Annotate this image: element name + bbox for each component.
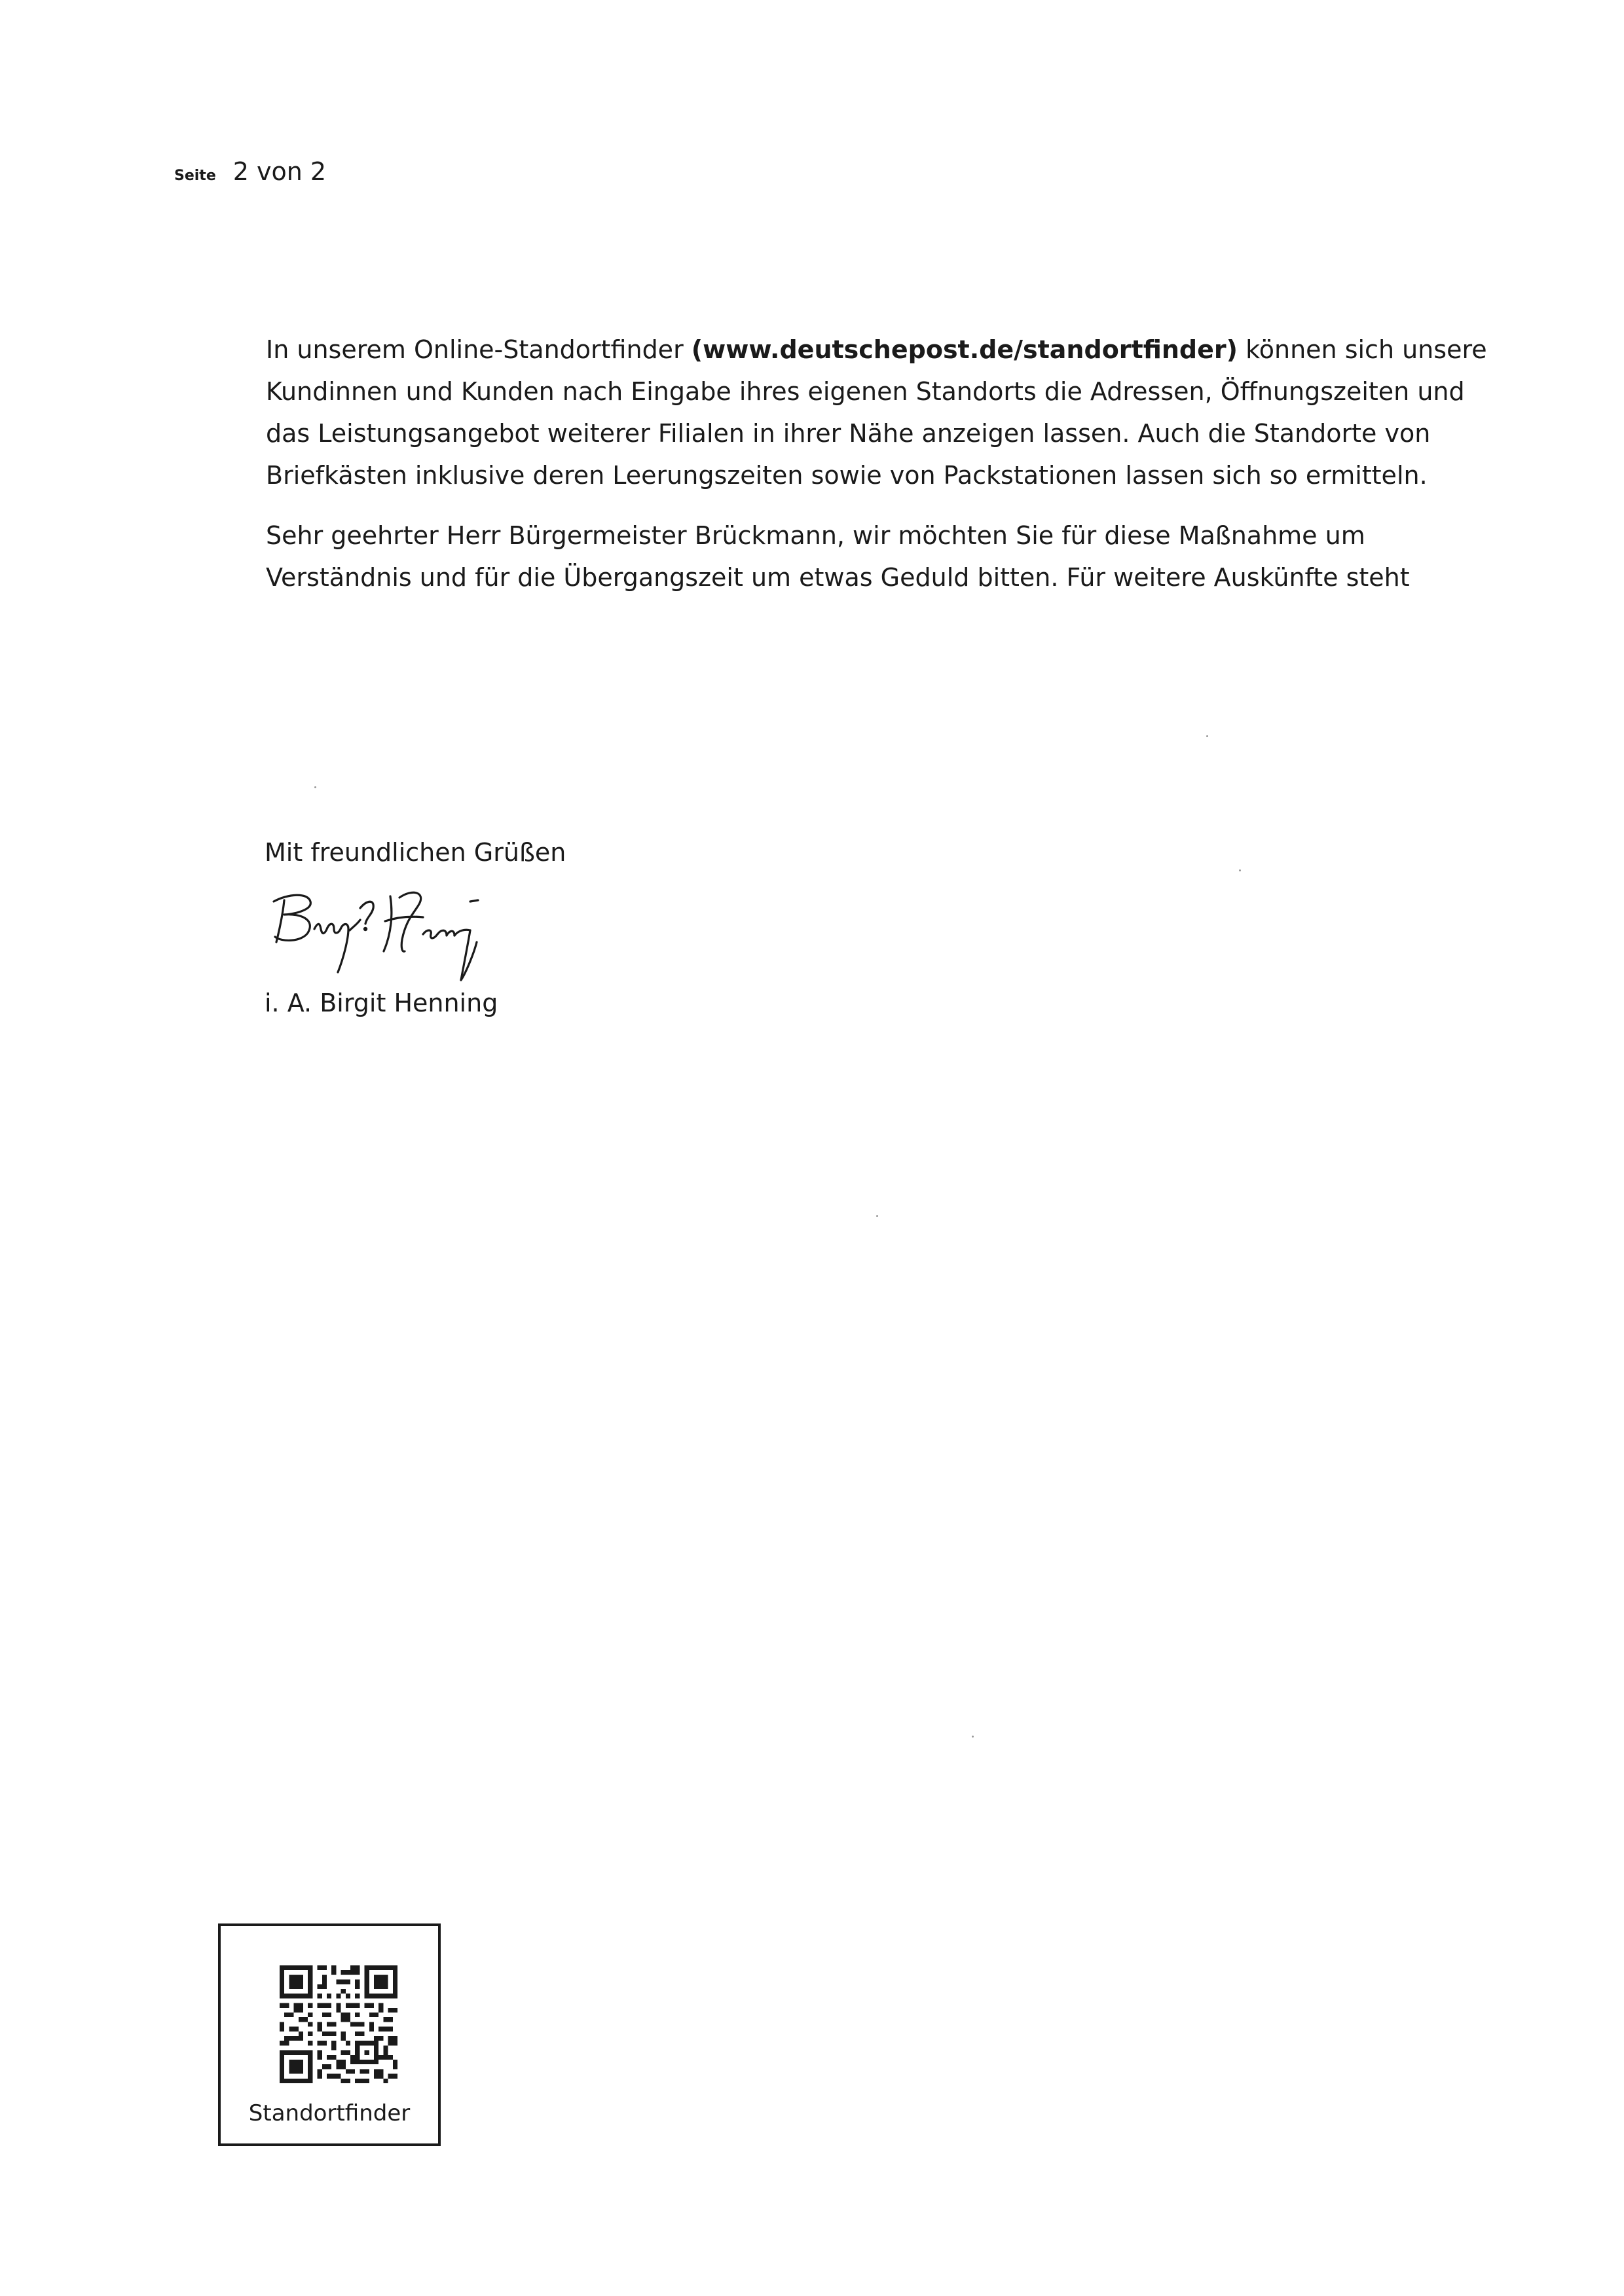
handwritten-signature bbox=[262, 874, 504, 992]
letter-body bbox=[266, 329, 1497, 598]
paragraph-text: In unserem Online-Standortfinder bbox=[266, 335, 692, 364]
qr-caption: Standortfinder bbox=[248, 2100, 411, 2126]
closing-greeting: Mit freundlichen Grüßen bbox=[265, 838, 566, 867]
page-number-label: Seite bbox=[174, 168, 216, 184]
scan-speck bbox=[314, 786, 316, 788]
paragraph-standortfinder bbox=[266, 329, 1497, 496]
page-number-value: 2 von 2 bbox=[232, 157, 327, 186]
scan-speck bbox=[972, 1736, 974, 1738]
paragraph-text: können sich unsere Kundinnen und Kunden nach Eingabe ihres eigenen Standorts die Adressen, Öffnungszeiten und das Leistungsangebot weiterer Filialen in ihrer Nähe anzeigen lassen. Auch die Standorte von Briefkästen inklusive deren Leerungszeiten sowie von Packstationen lassen sich so ermitteln. bbox=[266, 335, 1487, 490]
qr-code-icon bbox=[280, 1965, 397, 2083]
standortfinder-url: (www.deutschepost.de/standortfinder) bbox=[691, 335, 1238, 364]
scan-speck bbox=[876, 1215, 878, 1217]
signer-name: i. A. Birgit Henning bbox=[265, 989, 498, 1017]
paragraph-request: Sehr geehrter Herr Bürgermeister Brückmann, wir möchten Sie für diese Maßnahme um Verständnis und für die Übergangszeit um etwas Geduld bitten. Für weitere Auskünfte steht bbox=[266, 521, 1410, 592]
scan-speck bbox=[1239, 869, 1241, 871]
page-number bbox=[174, 157, 326, 196]
qr-code-box bbox=[218, 1923, 441, 2146]
scan-speck bbox=[1206, 735, 1208, 737]
